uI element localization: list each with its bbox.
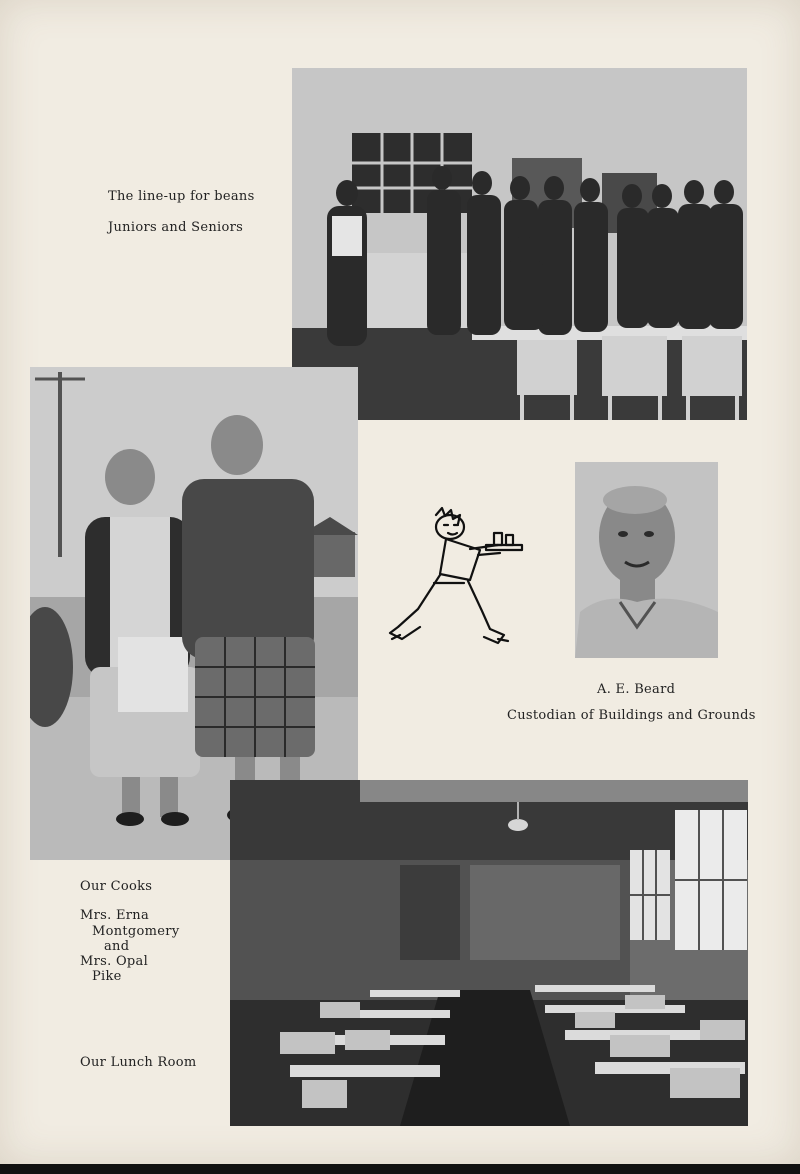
custodian-title: Custodian of Buildings and Grounds: [507, 708, 756, 723]
cooks-caption-title: Our Cooks: [80, 879, 153, 894]
cooks-name-line-3: and: [104, 939, 130, 954]
cooks-name-line-4: Mrs. Opal: [80, 954, 149, 969]
lineup-photo: [292, 68, 747, 420]
custodian-photo: [575, 462, 718, 658]
scan-border: [0, 1164, 800, 1174]
lunchroom-photo: [230, 780, 748, 1126]
custodian-name: A. E. Beard: [597, 682, 676, 697]
waiter-drawing: [388, 505, 530, 653]
lunchroom-caption: Our Lunch Room: [80, 1055, 197, 1070]
cooks-name-line-5: Pike: [92, 969, 122, 984]
lineup-caption-title: The line-up for beans: [108, 189, 255, 204]
cooks-name-line-1: Mrs. Erna: [80, 908, 149, 923]
lineup-caption-subtitle: Juniors and Seniors: [108, 220, 244, 235]
cooks-name-line-2: Montgomery: [92, 924, 180, 939]
